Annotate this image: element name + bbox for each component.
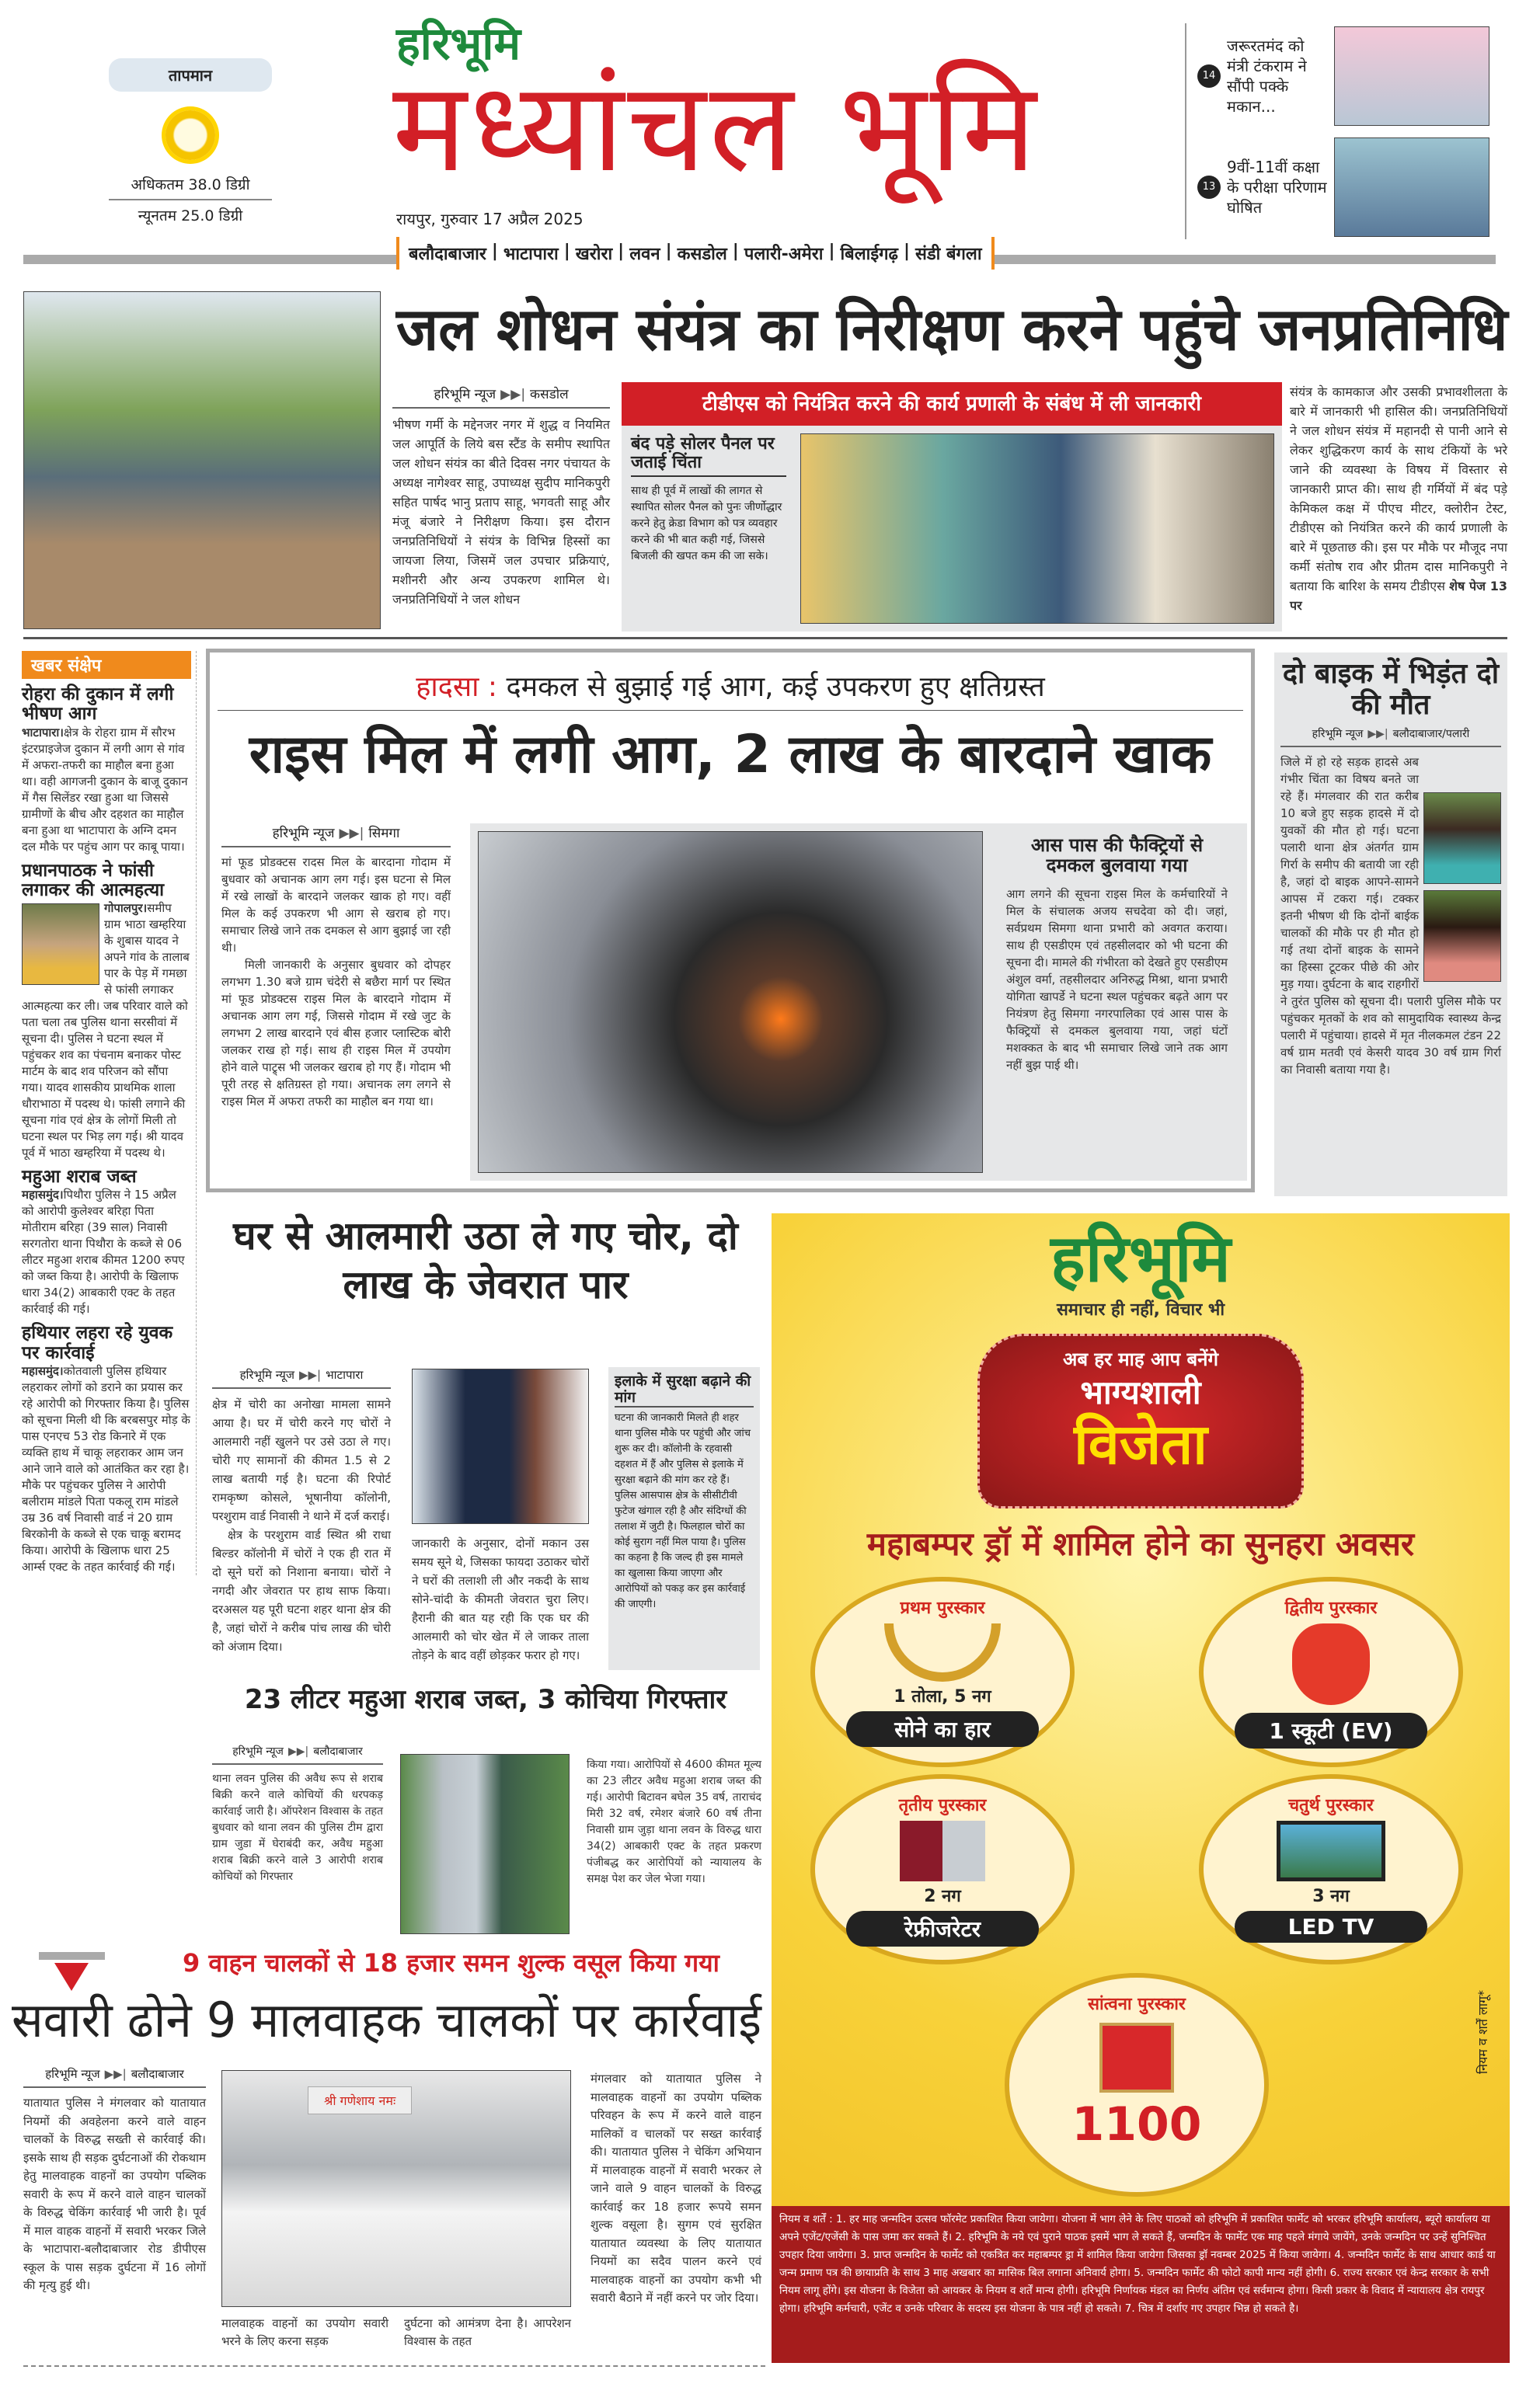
byline: हरिभूमि न्यूज ▶▶| बलौदाबाजार/पलारी — [1280, 726, 1501, 747]
brief-item: हथियार लहरा रहे युवक पर कार्रवाई महासमुंद।कोतवाली पुलिस हथियार लहराकर लोगों को डराने का प्रयास कर रहे आरोपी को गिरफ्तार किया है। पुलिस को सूचना मिली थी कि बरबसपुर मोड़ के पास एनएच 53 रोड किनारे में एक व्यक्ति हाथ में चाकू लहराकर आम जन आने जाने वाले को आतंकित कर रहा है। मौके पर पहुंचकर पुलिस ने आरोपी बलीराम मांडले पिता पकलू राम मांडले उम्र 36 वर्ष निवासी वार्ड नं 20 ग्राम बिरकोनी के कब्जे से एक चाकू बरामद किया। आरोपी के खिलाफ धारा 25 आर्म्स एक्ट के तहत कार्रवाई की गई। — [22, 1323, 190, 1575]
necklace-icon — [884, 1623, 1001, 1682]
teaser[interactable] — [1186, 23, 1511, 128]
story-body: क्षेत्र में चोरी का अनोखा मामला सामने आया है। घर में चोरी करने गए चोरों ने आलमारी नहीं खुलने पर उसे उठा ले गए। चोरी गए सामानों की कीमत 1.5 से 2 लाख बतायी गई है। घटना की रिपोर्ट रामकृष्ण कोसले, भूषानीया कॉलोनी, परशुराम वार्ड निवासी ने थाने में दर्ज कराई। — [212, 1397, 391, 1523]
story-body: जिले में हो रहे सड़क हादसे अब गंभीर चिंता का विषय बनते जा रहे हैं। मंगलवार की रात करीब 10 बजे हुए सड़क हादसे में दो युवकों की मौत हो गई। घटना पलारी थाना क्षेत्र अंतर्गत ग्राम गिर्रा के समीप की बतायी जा रही है, जहां दो बाइक आपने-सामने आपस में टकरा गई। टक्कर इतनी भीषण थी कि दोनों बाईक चालकों की मौके पर ही मौत हो गई तथा दोनों बाइक के सामने का हिस्सा टूटकर पीछे की ओर मुड़ गया। दुर्घटना के बाद राहगीरों ने तुरंत पुलिस को सूचना दी। पलारी पुलिस मौके पर पहुंचकर मृतकों के शव को सामुदायिक स्वास्थ्य केन्द्र पलारी में पहुंचाया। हादसे में मृत नीलकमल टंडन 22 वर्ष ग्राम मतवी एवं केसरी यादव 30 वर्ष ग्राम गिर्रा का निवासी बताया गया है। — [1280, 755, 1501, 1077]
byline: हरिभूमि न्यूज ▶▶| भाटापारा — [212, 1367, 391, 1389]
sidebar-title: इलाके में सुरक्षा बढ़ाने की मांग — [615, 1373, 754, 1408]
winner-badge: अब हर माह आप बनेंगे भाग्यशाली विजेता — [977, 1334, 1304, 1508]
story-body: किया गया। आरोपियों से 4600 कीमत मूल्य का 23 लीटर अवैध महुआ शराब जब्त की गई। आरोपी बिटावन बघेल 35 वर्ष, ताराचंद मिरी 32 वर्ष, रमेशर बंजारे 60 वर्ष तीना निवासी ग्राम जुड़ा थाना लवन के विरुद्ध धारा 34(2) आबकारी एक्ट के तहत प्रकरण पंजीबद्ध कर आरोपियों को न्यायालय के समक्ष पेश कर जेल भेजा गया। — [587, 1759, 761, 1885]
brief-item: रोहरा की दुकान में लगी भीषण आग भाटापारा।क्षेत्र के रोहरा ग्राम में सौरभ इंटरप्राइजेज दुकान में लगी आग से गांव में अफरा-तफरी का माहौल बना हुआ था। वही आगजनी दुकान के बाजू दुकान में गैस सिलेंडर रखा हुआ था जिससे ग्रामीणों के बीच और दहशत का माहौल बना हुआ था भाटापारा के अग्नि दमन दल मौके पर पहुंच आग पर काबू पाया। — [22, 684, 188, 854]
briefs-column — [22, 651, 197, 1575]
fire-photo — [478, 831, 983, 1173]
page-badge: 14 — [1197, 64, 1221, 88]
byline: हरिभूमि न्यूज ▶▶| कसडोल — [392, 385, 610, 409]
sun-icon — [165, 110, 215, 160]
dateline: रायपुर, गुरुवार 17 अप्रैल 2025 — [396, 210, 584, 228]
ad-brand: हरिभूमि — [1050, 1220, 1231, 1296]
nav-item[interactable]: पलारी-अमेरा — [744, 245, 824, 264]
story-body: थाना लवन पुलिस की अवैध रूप से शराब बिक्री करने वाले कोचियों की धरपकड़ कार्रवाई जारी है। ऑपरेशन विश्वास के तहत बुधवार को थाना लवन की पुलिस टीम द्वारा ग्राम जुडा में घेराबंदी कर, अवैध महुआ शराब बिक्री करने वाले 3 आरोपी शराब कोचियों को गिरफ्तार — [212, 1773, 383, 1883]
brand-small: हरिभूमि — [396, 17, 521, 70]
story-body: मिली जानकारी के अनुसार बुधवार को दोपहर लगभग 1.30 बजे ग्राम चंदेरी से बछैरा मार्ग पर स्थित मां फूड प्रोडक्टस राइस मिल के बारदाने गोदाम में अचानक आग लग गई, जिससे गोदाम में रखे जुट के लगभग 2 लाख बारदाने एवं बीस हजार प्लास्टिक बोरी जलकर राख हो गई। साथ ही राइस मिल में उपयोग होने वाले पाट्र्स भी जलकर खराब हो गए हैं। गोदाम भी पूरी तरह से क्षतिग्रस्त हो गया। अचानक लग लगने से राइस मिल में अफरा तफरी का माहौल बन गया था। — [221, 958, 451, 1108]
prize-3: तृतीय पुरस्कार 2 नग रेफ्रीजरेटर — [810, 1774, 1075, 1964]
burglar-photo — [412, 1369, 589, 1524]
officials-photo — [800, 433, 1274, 624]
top-col-right: संयंत्र के कामकाज और उसकी प्रभावशीलता के बारे में जानकारी भी हासिल की। जनप्रतिनिधियों ने जल शोधन संयंत्र में महानदी से पानी आने से लेकर शुद्धिकरण कार्य के साथ टंकियों के भरे जाने की व्यवस्था के विषय में विस्तार से जानकारी प्राप्त की। साथ ही गर्मियों में बंद पड़े केमिकल कक्ष में पीएच मीटर, क्लोरीन टेस्ट, टीडीएस को नियंत्रित करने की कार्य प्रणाली के बारे में पूछताछ की। इस पर मौके पर मौजूद नपा कर्मी संतोष राव और प्रीतम दास मानिकपुरी ने बताया कि बारिश के समय टीडीएस शेष पेज 13 पर — [1290, 385, 1508, 613]
tv-icon — [1277, 1821, 1385, 1881]
brief-photo — [22, 903, 99, 985]
sidebar-body: साथ ही पूर्व में लाखों की लागत से स्थापित सोलर पैनल को पुनः जीर्णोद्धार करने हेतु क्रेडा विभाग को पत्र व्यवहार करने की भी बात कही गई, जिससे बिजली की खपत कम की जा सके। — [631, 485, 782, 563]
truck-sign: श्री गणेशाय नमः — [308, 2086, 412, 2114]
section-rule — [23, 637, 1507, 639]
story-body: दुर्घटना को आमंत्रण देना है। आपरेशन विश्वास के तहत — [404, 2316, 571, 2348]
byline: हरिभूमि न्यूज ▶▶| बलौदाबाजार — [212, 1744, 383, 1765]
temp-min: न्यूनतम 25.0 डिग्री — [138, 207, 243, 224]
story-body: भीषण गर्मी के मद्देनजर नगर में शुद्ध व नियमित जल आपूर्ति के लिये बस स्टैंड के समीप स्थापित जल शोधन संयंत्र का बीते दिवस नगर पंचायत के अध्यक्ष नागेश्वर साहू, उपाध्यक्ष सुदीप मानिकपुरी सहित पार्षद भानु प्रताप साहू, भगवती साहू और मंजू बंजारे ने निरीक्षण किया। इस दौरान जनप्रतिनिधियों ने संयंत्र के विभिन्न हिस्सों का जायजा लिया, जिसमें जल उपचार प्रक्रियाएं, मशीनरी और अन्य उपकरण शामिल थे। जनप्रतिनिधियों ने जल शोधन — [392, 417, 610, 607]
dashed-rule — [23, 2365, 765, 2367]
mahua-story — [206, 1686, 765, 1934]
top-headline: जल शोधन संयंत्र का निरीक्षण करने पहुंचे जनप्रतिनिधि — [396, 294, 1508, 364]
terms-note: नियम व शर्तें लागू* — [1475, 1990, 1490, 2075]
mahua-headline: 23 लीटर महुआ शराब जब्त, 3 कोचिया गिरफ्तार — [244, 1684, 727, 1715]
story-body: जानकारी के अनुसार, दोनों मकान उस समय सूने थे, जिसका फायदा उठाकर चोरों ने घरों की तलाशी ली और नकदी के साथ सोने-चांदी के कीमती जेवरात चुरा लिए। हैरानी की बात यह रही कि एक घर की आलमारी को चोर खेत में ले जाकर ताला तोड़ने के बाद वहीं छोड़कर फरार हो गए। — [412, 1536, 589, 1662]
terms-box: नियम व शर्तें : 1. हर माह जन्मदिन उत्सव फॉरमेट प्रकाशित किया जायेगा। योजना में भाग लेने के लिए पाठकों को हरिभूमि में प्रकाशित फार्मेट को भरकर हरिभूमि कार्यालय, ब्यूरो कार्यालय या अपने एजेंट/एजेंसी के पास जमा कर सकते हैं। 2. हरिभूमि के नये एवं पुराने पाठक इसमें भाग ले सकते हैं, जन्मदिन के फार्मेट एक माह पहले मंगाये जायेंगे, उनके जन्मदिन पर उन्हें सुनिश्चित उपहार दिया जायेगा। 3. प्राप्त जन्मदिन के फार्मेट को एकत्रित कर महाबम्पर ड्रा में शामिल किया जायेगा जिसका ड्रॉ नवम्बर 2025 में किया जायेगा। 4. जन्मदिन फार्मेट के साथ आधार कार्ड या जन्म प्रमाण पत्र की छायाप्रति के साथ 3 माह अखबार का मासिक बिल लगाना अनिवार्य होगा। 5. जन्मदिन फार्मेट की फोटो कापी मान्य नहीं होगी। 6. राज्य सरकार एवं केन्द्र सरकार के सभी नियम लागू होंगे। इस योजना के विजेता को आयकर के नियम व शर्तें मान्य होगी। हरिभूमि निर्णायक मंडल का निर्णय अंतिम एवं सर्वमान्य होगा। किसी प्रकार के विवाद में न्यायालय क्षेत्र रायपुर होगा। हरिभूमि कर्मचारी, एजेंट व उनके परिवार के सदस्य इस योजना के पात्र नहीं हो सकते। 7. चित्र में दर्शाए गए उपहार भिन्न हो सकते है। — [772, 2206, 1510, 2363]
nav-item[interactable]: खरोरा — [575, 245, 613, 264]
byline: हरिभूमि न्यूज ▶▶| बलौदाबाजार — [23, 2066, 206, 2088]
solar-plant-photo — [23, 291, 381, 629]
sidebar-body: घटना की जानकारी मिलते ही शहर थाना पुलिस मौके पर पहुंची और जांच शुरू कर दी। कॉलोनी के रहवासी दहशत में हैं और पुलिस से इलाके में सुरक्षा बढ़ाने की मांग कर रहे हैं। पुलिस आसपास क्षेत्र के सीसीटीवी फुटेज खंगाल रही है और संदिग्धों की तलाश में जुटी है। फिलहाल चोरों का कोई सुराग नहीं मिल पाया है। पुलिस का कहना है कि जल्द ही इस मामले का खुलासा किया जाएगा और आरोपियों को पकड़ कर इस कार्रवाई की जाएगी। — [615, 1411, 751, 1610]
sidebar-body: आग लगने की सूचना राइस मिल के कर्मचारियों ने मिल के संचालक अजय सचदेवा को दी। जहां, सर्वप्रथम सिमगा थाना प्रभारी को अवगत कराया। साथ ही एसडीएम एवं तहसीलदार को भी घटना की सूचना दी। मामले की गंभीरता को देखते हुए एसडीएम अंशुल वर्मा, तहसीलदार अनिरुद्ध मिश्रा, थाना प्रभारी योगिता खापर्डे ने घटना स्थल पहुंचकर बढ़ते आग पर नियंत्रण हेतु सिमगा नगरपालिका एवं आस पास के फैक्ट्रियों से दमकल बुलवाया गया, जहां घंटों मशक्कत के बाद भी समाचार लिखे जाने तक आग नहीं बुझ पाई थी। — [1006, 886, 1228, 1072]
victim-photo — [1423, 890, 1501, 982]
kicker: हादसा : दमकल से बुझाई गई आग, कई उपकरण हुए क्षतिग्रस्त — [218, 670, 1243, 711]
teasers — [1185, 23, 1511, 239]
chevron-icon — [54, 1963, 89, 1991]
prize-1: प्रथम पुरस्कार 1 तोला, 5 नग सोने का हार — [810, 1577, 1075, 1767]
brief-item: प्रधानपाठक ने फांसी लगाकर की आत्महत्या गोपालपुर।समीप ग्राम भाठा खम्हरिया के शुबास यादव ने अपने गांव के तालाब पार के पेड़ में गमछा से फांसी लगाकर आत्महत्या कर ली। जब परिवार वाले को पता चला तब पुलिस थाना सरसीवां में सूचना दी। पुलिस ने घटना स्थल में पहुंचकर शव का पंचनाम बनाकर पोस्ट मार्टम के बाद शव परिजन को सौंपा गया। यादव शासकीय प्राथमिक शाला धौराभाठा में पदस्थ थे। फांसी लगाने की सूचना गांव एवं क्षेत्र के लोगों मिली तो घटना स्थल पर भिड़ लग गई। श्री यादव पूर्व में भाठा खम्हरिया में पदस्थ थे। — [22, 860, 190, 1161]
arrest-photo — [400, 1754, 570, 1934]
nav-item[interactable]: भाटापारा — [503, 245, 559, 264]
gift-icon — [1099, 2023, 1174, 2093]
top-col-left — [392, 385, 610, 609]
prize-4: चतुर्थ पुरस्कार 3 नग LED TV — [1199, 1774, 1463, 1964]
weather-box — [109, 58, 272, 229]
bike-story — [1274, 652, 1507, 1196]
briefs-label: खबर संक्षेप — [22, 651, 191, 679]
tds-banner: टीडीएस को नियंत्रित करने की कार्य प्रणाली के संबंध में ली जानकारी — [622, 382, 1282, 426]
traffic-story — [12, 1946, 765, 2369]
teaser-text: 9वीं-11वीं कक्षा के परीक्षा परिणाम घोषित — [1227, 157, 1327, 217]
truck-photo — [221, 2070, 571, 2307]
teaser-photo — [1334, 137, 1489, 237]
traffic-headline: सवारी ढोने 9 मालवाहक चालकों पर कार्रवाई — [12, 1992, 761, 2048]
rice-mill-headline: राइस मिल में लगी आग, 2 लाख के बारदाने खाक — [249, 724, 1212, 785]
sidebar-title: बंद पड़े सोलर पैनल पर जताई चिंता — [631, 435, 786, 477]
theft-headline: घर से आलमारी उठा ले गए चोर, दो लाख के जेवरात पार — [233, 1213, 738, 1307]
nav-item[interactable]: कसडोल — [677, 245, 727, 264]
solar-sidebar — [622, 426, 1282, 632]
weather-label: तापमान — [109, 58, 272, 92]
refrigerator-icon — [900, 1821, 985, 1881]
teaser[interactable] — [1186, 134, 1511, 239]
bike-headline: दो बाइक में भिड़ंत दो की मौत — [1282, 658, 1500, 721]
nav-item[interactable]: बलौदाबाजार — [409, 245, 486, 264]
prize-2: द्वितीय पुरस्कार 1 स्कूटी (EV) — [1199, 1577, 1463, 1767]
scooter-icon — [1292, 1623, 1370, 1705]
sidebar-title: आस पास की फैक्ट्रियों से दमकल बुलवाया गया — [1030, 834, 1204, 877]
nav-item[interactable]: लवन — [629, 245, 660, 264]
bumper-draw-ad[interactable] — [772, 1213, 1510, 2363]
victim-photo — [1423, 792, 1501, 884]
brand-title: मध्यांचल भूमि — [392, 54, 1040, 200]
story-body: मालवाहक वाहनों का उपयोग सवारी भरने के लिए करना सड़क — [221, 2316, 388, 2348]
byline: हरिभूमि न्यूज ▶▶| सिमगा — [221, 823, 451, 847]
story-body: यातायात पुलिस ने मंगलवार को यातायात नियमों की अवहेलना करने वाले वाहन चालकों के विरुद्ध सख्ती से कार्रवाई की। इसके साथ ही सड़क दुर्घटनाओं की रोकथाम हेतु मालवाहक वाहनों का उपयोग पब्लिक सवारी के रूप में करने वाले वाहन चालकों के विरुद्ध चेकिंग कार्रवाई भी जारी है। पूर्व में माल वाहक वाहनों में सवारी भरकर जिले के भाटापारा-बलौदाबाजार रोड डीपीएस स्कूल के पास सड़क दुर्घटना में 16 लोगों की मृत्यु हुई थी। — [23, 2096, 206, 2292]
down-arrow-icon — [39, 1952, 105, 1960]
brief-item: महुआ शराब जब्त महासमुंद।पिथौरा पुलिस ने 15 अप्रैल को आरोपी कुलेश्वर बरिहा पिता मोतीराम बरिहा (39 साल) निवासी सरगतोरा थाना पिथौरा के कब्जे से 06 लीटर महुआ शराब कीमत 1200 रुपए को जब्त किया है। आरोपी के खिलाफ धारा 34(2) आबकारी एक्ट के तहत कार्रवाई की गई। — [22, 1167, 185, 1317]
story-body: मां फूड प्रोडक्टस रादस मिल के बारदाना गोदाम में बुधवार को अचानक आग लग गई। इस घटना से मिल में रखे लाखों के बारदाने जलकर खाक हो गए। वहीं मिल के कई उपकरण भी आग से खराब हो गए। समाचार लिखे जाने तक दमकल से आग बुझाई जा रही थी। — [221, 855, 451, 955]
prize-5: सांत्वना पुरस्कार 1100 — [1005, 1973, 1269, 2197]
page-badge: 13 — [1197, 176, 1221, 199]
ad-tagline: समाचार ही नहीं, विचार भी — [1056, 1300, 1225, 1320]
story-body: मंगलवार को यातायात पुलिस ने मालवाहक वाहनों का उपयोग पब्लिक परिवहन के रूप में करने वाले वाहन मालिकों व चालकों पर सख्त कार्रवाई की। यातायात पुलिस ने चेकिंग अभियान में मालवाहक वाहनों में सवारी भरकर ले जाने वाले 9 वाहन चालकों के विरुद्ध कार्रवाई कर 18 हजार रूपये समन शुल्क वसूला है। सुगम एवं सुरक्षित यातायात व्यवस्था के लिए यातायात नियमों का सदैव पालन करने एवं मालवाहक वाहनों का उपयोग कभी भी सवारी बैठाने में नहीं करने पर जोर दिया। — [591, 2072, 761, 2305]
nav-item[interactable]: बिलाईगढ़ — [840, 245, 898, 264]
ad-headline: महाबम्पर ड्रॉ में शामिल होने का सुनहरा अवसर — [866, 1525, 1415, 1563]
kicker: 9 वाहन चालकों से 18 हजार समन शुल्क वसूल किया गया — [183, 1948, 719, 1978]
nav-item[interactable]: संडी बंगला — [915, 245, 982, 264]
rice-mill-story — [206, 649, 1255, 1192]
city-nav: बलौदाबाजार | भाटापारा | खरोरा | लवन | कसडोल | पलारी-अमेरा | बिलाईगढ़ | संडी बंगला — [396, 237, 995, 270]
theft-story — [206, 1212, 765, 1678]
teaser-photo — [1334, 26, 1489, 126]
continued-link[interactable]: शेष पेज 13 पर — [1290, 579, 1508, 613]
story-body: क्षेत्र के परशुराम वार्ड स्थित श्री राधा बिल्डर कॉलोनी में चोरों ने एक ही रात में दो सूने घरों को निशाना बनाया। चोरों ने नगदी और जेवरात पर हाथ साफ किया। दरअसल यह पूरी घटना शहर थाना क्षेत्र की है, जहां चोरों ने करीब पांच लाख की चोरी को अंजाम दिया। — [212, 1528, 391, 1654]
temp-max: अधिकतम 38.0 डिग्री — [109, 174, 272, 200]
teaser-text: जरूरतमंद को मंत्री टंकराम ने सौंपी पक्के मकान... — [1227, 36, 1328, 117]
